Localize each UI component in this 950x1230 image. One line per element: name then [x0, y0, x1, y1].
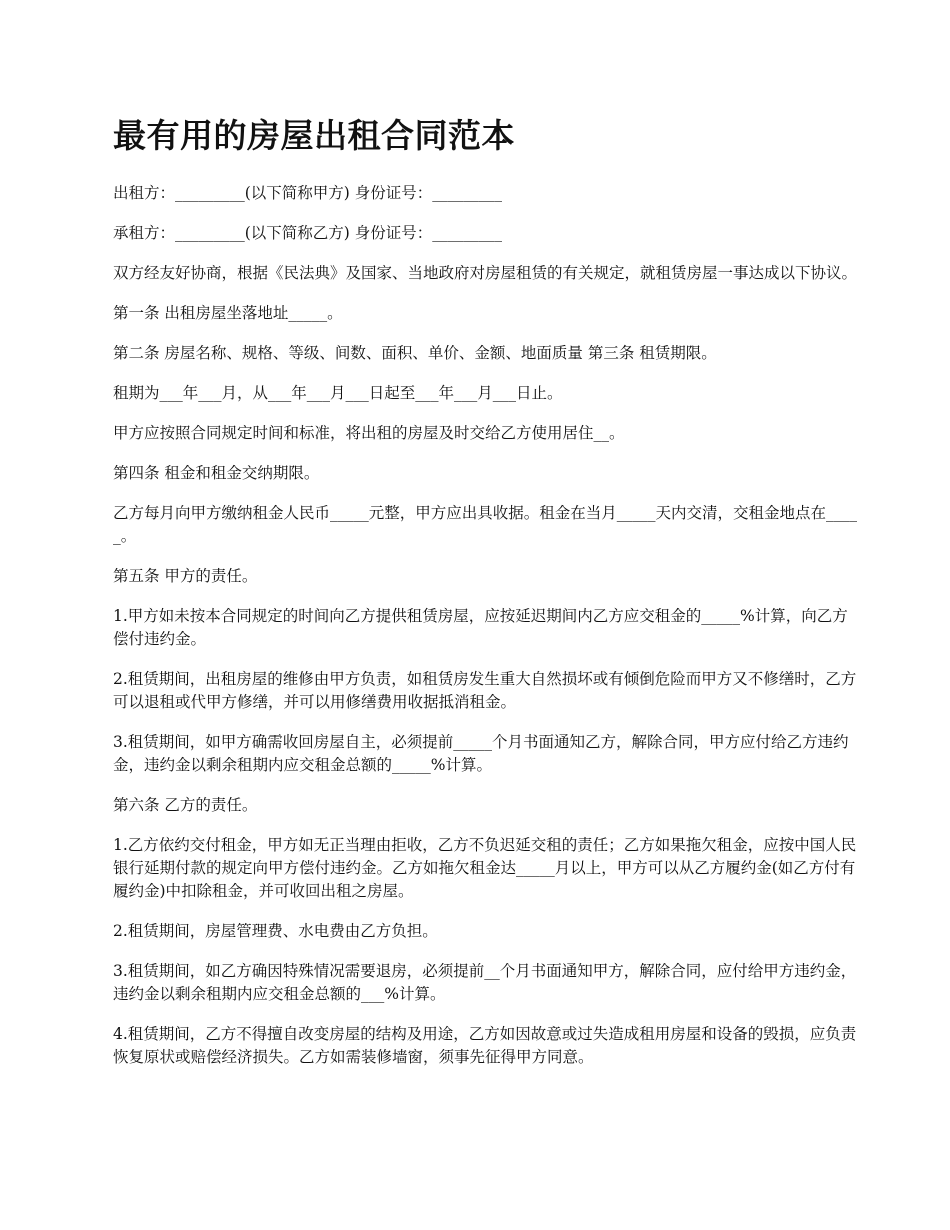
party-b-duty-3: 3.租赁期间，如乙方确因特殊情况需要退房，必须提前__个月书面通知甲方，解除合同，应付给甲方违约金，违约金以剩余租期内应交租金总额的___%计算。 [113, 962, 857, 1003]
article-1: 第一条 出租房屋坐落地址_____。 [113, 304, 343, 322]
party-a-duty-1: 1.甲方如未按本合同规定的时间向乙方提供租赁房屋，应按延迟期间内乙方应交租金的_____%计算，向乙方偿付违约金。 [113, 607, 848, 648]
party-b-duty-4: 4.租赁期间，乙方不得擅自改变房屋的结构及用途，乙方如因故意或过失造成租用房屋和设备的毁损，应负责恢复原状或赔偿经济损失。乙方如需装修墙窗，须事先征得甲方同意。 [113, 1025, 857, 1066]
party-a-duty-3: 3.租赁期间，如甲方确需收回房屋自主，必须提前_____个月书面通知乙方，解除合同，甲方应付给乙方违约金，违约金以剩余租期内应交租金总额的_____%计算。 [113, 733, 849, 774]
party-b-duty-1: 1.乙方依约交付租金，甲方如无正当理由拒收，乙方不负迟延交租的责任；乙方如果拖欠租金，应按中国人民银行延期付款的规定向甲方偿付违约金。乙方如拖欠租金达_____月以上，甲方可以从乙方履约金(如乙方付有履约金)中扣除租金，并可收回出租之房屋。 [113, 836, 857, 900]
agreement-intro: 双方经友好协商，根据《民法典》及国家、当地政府对房屋租赁的有关规定，就租赁房屋一事达成以下协议。 [113, 264, 858, 282]
article-6: 第六条 乙方的责任。 [113, 796, 258, 814]
lease-term: 租期为___年___月，从___年___月___日起至___年___月___日止。 [113, 384, 563, 402]
document-title: 最有用的房屋出租合同范本 [113, 116, 515, 155]
party-b-duty-2: 2.租赁期间，房屋管理费、水电费由乙方负担。 [113, 922, 438, 940]
delivery-clause: 甲方应按照合同规定时间和标准，将出租的房屋及时交给乙方使用居住__。 [113, 424, 625, 442]
article-4: 第四条 租金和租金交纳期限。 [113, 464, 320, 482]
party-a-line: 出租方：_________(以下简称甲方) 身份证号：_________ [113, 184, 503, 202]
party-a-duty-2: 2.租赁期间，出租房屋的维修由甲方负责，如租赁房发生重大自然损坏或有倾倒危险而甲方又不修缮时，乙方可以退租或代甲方修缮，并可以用修缮费用收据抵消租金。 [113, 670, 857, 711]
article-5: 第五条 甲方的责任。 [113, 567, 258, 585]
party-b-line: 承租方：_________(以下简称乙方) 身份证号：_________ [113, 224, 503, 242]
article-2-3: 第二条 房屋名称、规格、等级、间数、面积、单价、金额、地面质量 第三条 租赁期限。 [113, 344, 717, 362]
rent-payment-clause: 乙方每月向甲方缴纳租金人民币_____元整，甲方应出具收据。租金在当月_____天内交清，交租金地点在_____。 [113, 504, 858, 545]
